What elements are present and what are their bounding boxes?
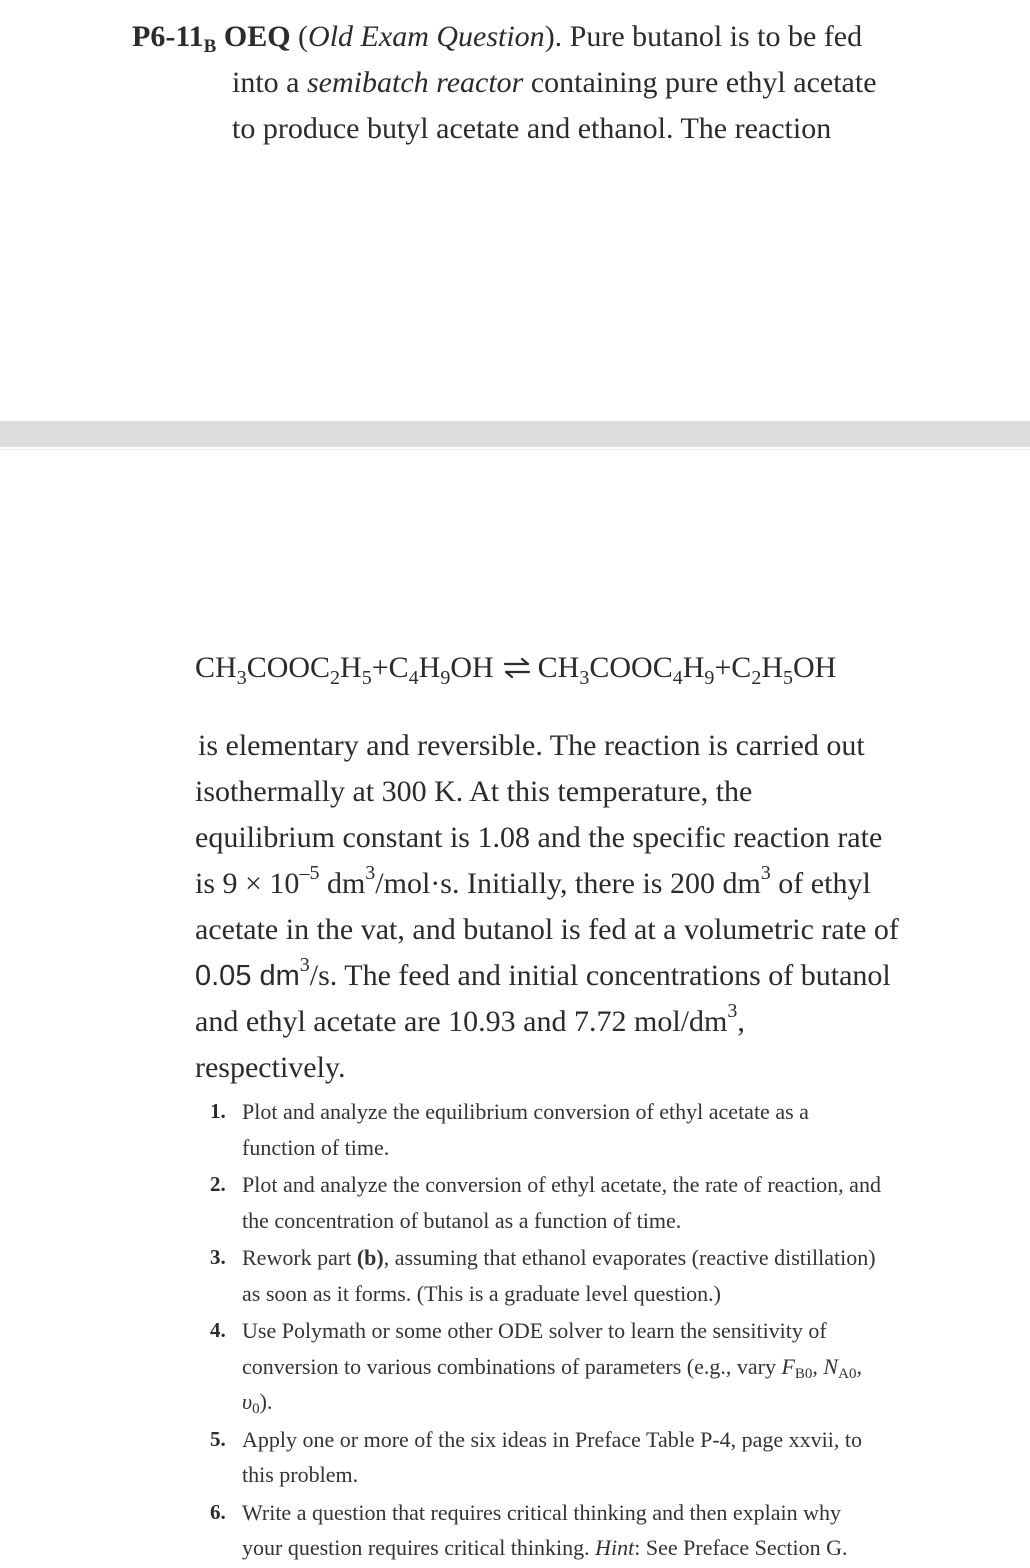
- list-item: 4. Use Polymath or some other ODE solver to learn the sensitivity of conversion to various combinations of parameters (e.g., vary $F_{B0}$, $N_{A0}$, $\upsilon_0$).: [210, 1313, 970, 1420]
- question-list: [210, 1094, 970, 1568]
- body-line-1: is elementary and reversible. The reaction is carried out: [198, 729, 865, 762]
- item-number: 5.: [210, 1426, 226, 1451]
- reaction-equation: [195, 645, 955, 691]
- body-line-7: and ethyl acetate are 10.93 and 7.72 mol/$dm^3$,: [195, 1000, 745, 1038]
- list-item: 1. Plot and analyze the equilibrium conversion of ethyl acetate as a function of time.: [210, 1094, 970, 1165]
- body-line-3: equilibrium constant is 1.08 and the specific reaction rate: [195, 821, 883, 854]
- problem-description: [195, 723, 995, 1091]
- list-item: 5. Apply one or more of the six ideas in Preface Table P-4, page xxvii, to this problem.: [210, 1422, 970, 1493]
- list-item: 2. Plot and analyze the conversion of ethyl acetate, the rate of reaction, and the concentration of butanol as a function of time.: [210, 1167, 970, 1238]
- problem-id: $P6-11_B$: [132, 20, 217, 57]
- old-exam-label: Old Exam Question: [308, 20, 545, 53]
- body-line-2: isothermally at 300 K. At this temperature, the: [195, 775, 753, 808]
- equilibrium-arrow-icon: [502, 645, 532, 691]
- body-line-8: respectively.: [195, 1051, 346, 1084]
- body-line-6: 0.05 $dm^3/s$. The feed and initial concentrations of butanol: [195, 954, 891, 992]
- body-line-4: is $9 \times 10^{-5}$ $dm^3/mol\cdot s$. Initially, there is 200 $dm^3$ of ethyl: [195, 862, 871, 900]
- problem-header: [132, 14, 1012, 152]
- products: $CH_3COOC_4H_9+C_2H_5OH$: [537, 651, 837, 689]
- oeq-label: OEQ: [223, 20, 291, 53]
- item-number: 3.: [210, 1245, 226, 1269]
- item-number: 2.: [210, 1172, 226, 1196]
- header-line-3: to produce butyl acetate and ethanol. The reaction: [232, 112, 832, 145]
- body-line-5: acetate in the vat, and butanol is fed at a volumetric rate of: [195, 913, 899, 946]
- list-item: 6. Write a question that requires critical thinking and then explain why your question requires critical thinking. Hint: See Preface Section G.: [210, 1495, 970, 1566]
- header-line-1: $P6-11_B$ OEQ (Old Exam Question). Pure butanol is to be fed: [132, 20, 863, 57]
- page-divider: [0, 421, 1030, 447]
- header-line-2: into a semibatch reactor containing pure ethyl acetate: [232, 66, 877, 99]
- reactants: $CH_3COOC_2H_5+C_4H_9OH$: [195, 651, 494, 689]
- item-number: 4.: [210, 1318, 226, 1342]
- list-item: 3. Rework part (b), assuming that ethanol evaporates (reactive distillation) as soon as it forms. (This is a graduate level question.): [210, 1240, 970, 1311]
- item-number: 1.: [210, 1099, 226, 1123]
- item-number: 6.: [210, 1499, 226, 1524]
